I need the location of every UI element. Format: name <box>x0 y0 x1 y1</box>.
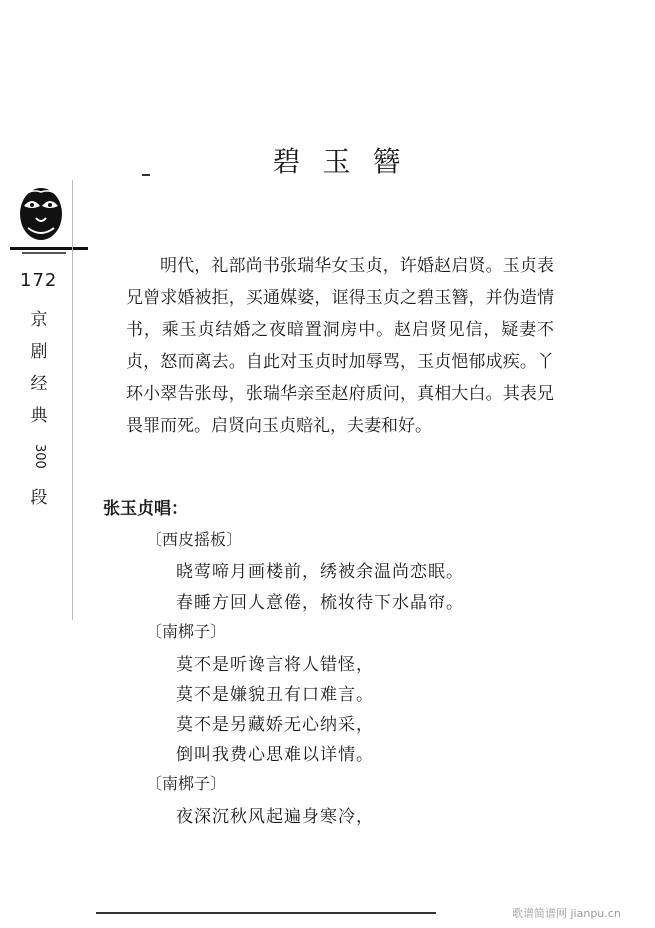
book-title-top: 京剧经典 <box>30 310 48 426</box>
lyric-line: 倒叫我费心思难以详情。 <box>176 745 374 765</box>
page-number: 172 <box>20 270 58 291</box>
tune-label: 〔西皮摇板〕 <box>146 530 243 549</box>
book-title-bottom: 段 <box>30 488 48 508</box>
synopsis-text: 明代，礼部尚书张瑞华女玉贞，许婚赵启贤。玉贞表兄曾求婚被拒，买通媒婆，诓得玉贞之碧玉簪，并伪造情书，乘玉贞结婚之夜暗置洞房中。赵启贤见信，疑妻不贞，怒而离去。自此对玉贞时加辱骂，玉贞悒郁成疾。丫环小翠告张母，张瑞华亲至赵府质问，真相大白。其表兄畏罪而死。启贤向玉贞赔礼，夫妻和好。 <box>126 256 554 436</box>
tune-label: 〔南梆子〕 <box>146 774 227 793</box>
lyric-line: 晓莺啼月画楼前，绣被余温尚恋眠。 <box>176 562 464 582</box>
synopsis <box>126 250 554 442</box>
book-title-vertical <box>28 304 50 514</box>
margin-divider <box>72 180 73 620</box>
tune-label: 〔南梆子〕 <box>146 622 227 641</box>
opera-mask-icon <box>18 186 64 242</box>
book-title-num: 300 <box>32 443 47 469</box>
footer-rule <box>96 912 436 914</box>
watermark: 歌谱简谱网 jianpu.cn <box>512 907 621 920</box>
title-dash <box>142 174 150 176</box>
singer-label: 张玉贞唱： <box>103 499 188 519</box>
lyric-line: 夜深沉秋风起遍身寒冷， <box>176 807 374 827</box>
page-title: 碧玉簪 <box>272 145 423 178</box>
lyric-line: 莫不是嫌貌丑有口难言。 <box>176 685 374 705</box>
lyric-line: 莫不是另藏娇无心纳采， <box>176 715 374 735</box>
margin-rule-secondary <box>22 252 66 254</box>
margin-rule <box>10 247 88 250</box>
lyric-line: 春睡方回人意倦，梳妆待下水晶帘。 <box>176 593 464 613</box>
lyric-line: 莫不是听谗言将人错怪， <box>176 655 374 675</box>
